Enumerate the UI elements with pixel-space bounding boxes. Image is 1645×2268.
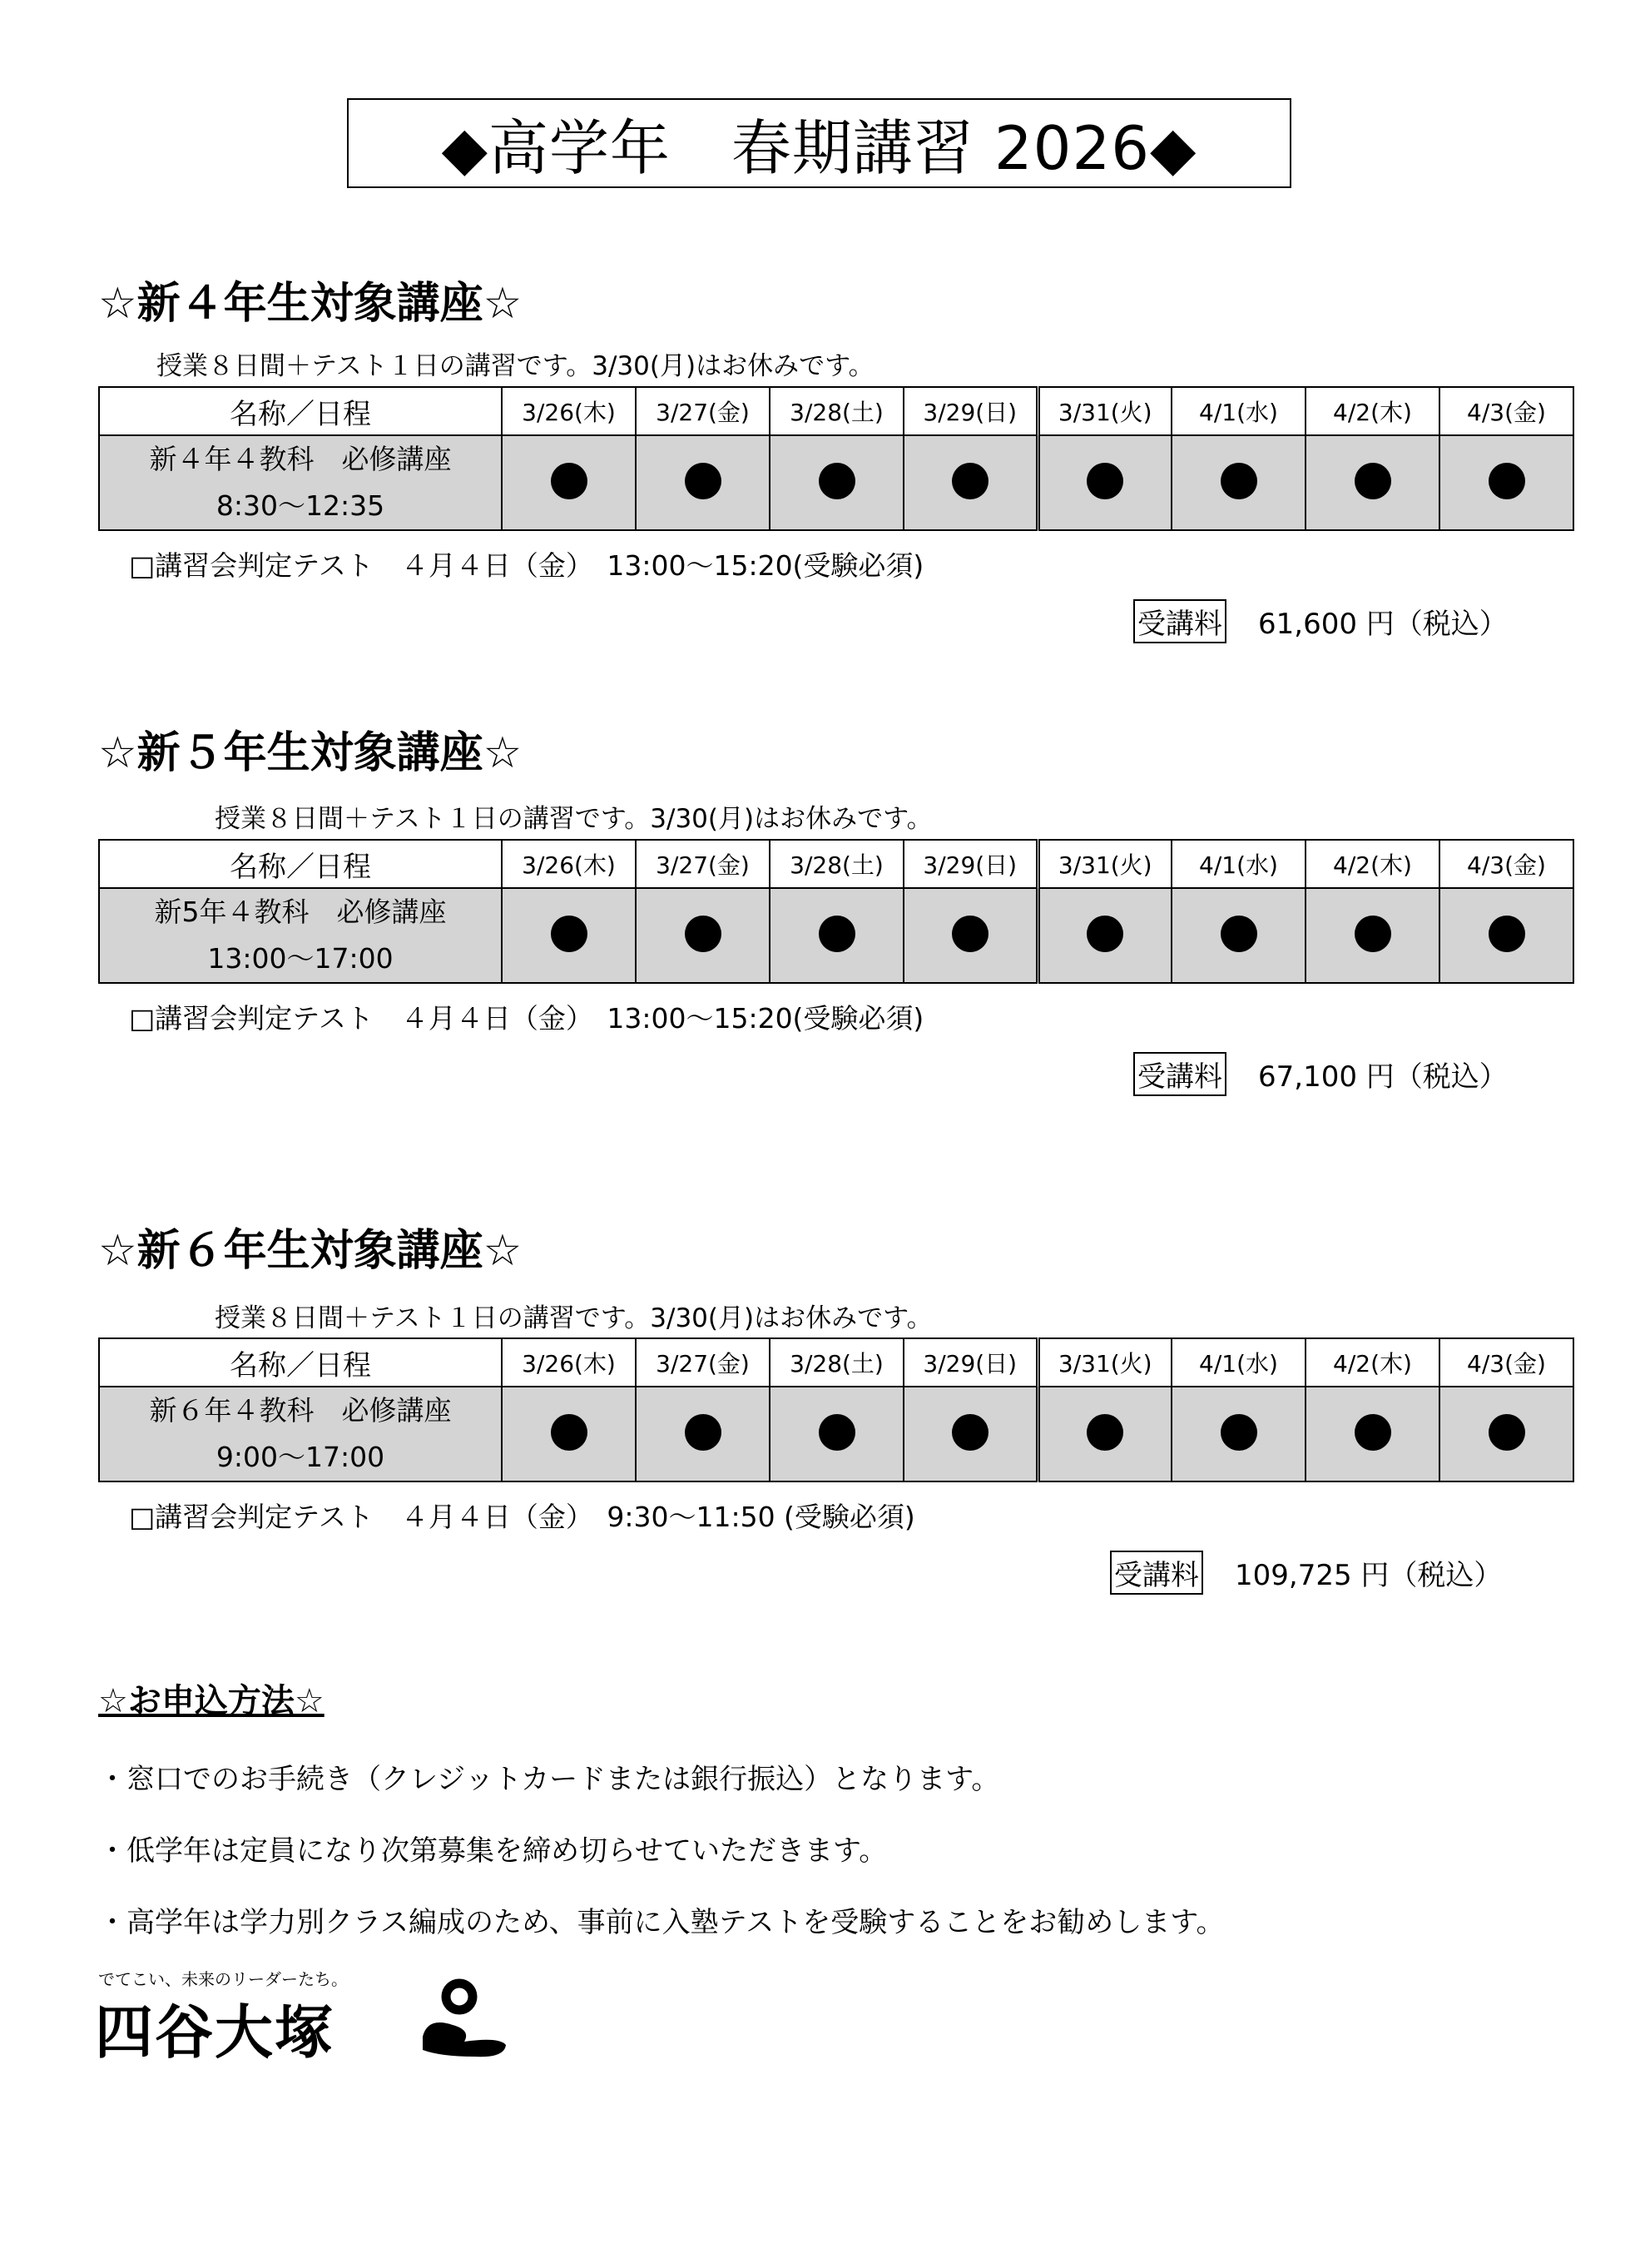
session-cell	[1172, 1387, 1306, 1481]
apply-heading: ☆お申込方法☆	[98, 1682, 325, 1720]
schedule-table-grade5	[98, 839, 1574, 984]
test-info-grade6: □講習会判定テスト ４月４日（金） 9:30～11:50 (受験必須)	[129, 1501, 915, 1533]
session-dot	[952, 463, 988, 499]
course-time: 13:00～17:00	[207, 942, 394, 975]
session-cell	[770, 1387, 904, 1481]
session-dot	[1087, 463, 1123, 499]
session-cell	[770, 888, 904, 983]
page-title: ◆高学年 春期講習 2026◆	[347, 98, 1291, 188]
section-note-grade6: 授業８日間＋テスト１日の講習です。3/30(月)はお休みです。	[215, 1303, 933, 1333]
session-cell	[1172, 888, 1306, 983]
brand-name: 四谷大塚	[95, 1998, 334, 2067]
course-cell	[99, 1387, 502, 1481]
session-dot	[1355, 916, 1391, 952]
session-dot	[952, 1414, 988, 1451]
course-name: 新5年４教科 必修講座	[154, 896, 447, 928]
session-dot	[551, 916, 587, 952]
date-cell: 4/2(木)	[1306, 1338, 1439, 1387]
section-note-grade5: 授業８日間＋テスト１日の講習です。3/30(月)はお休みです。	[215, 804, 933, 834]
header-name-schedule: 名称／日程	[99, 1338, 502, 1387]
session-dot	[1221, 916, 1257, 952]
session-dot	[551, 463, 587, 499]
date-cell: 3/28(土)	[770, 840, 904, 888]
date-cell: 4/2(木)	[1306, 387, 1439, 435]
test-info-grade4: □講習会判定テスト ４月４日（金） 13:00～15:20(受験必須)	[129, 549, 924, 582]
date-cell: 3/28(土)	[770, 1338, 904, 1387]
session-cell	[1439, 888, 1573, 983]
session-cell	[502, 435, 636, 530]
apply-bullet: ・窓口でのお手続き（クレジットカードまたは銀行振込）となります。	[98, 1763, 1000, 1796]
fee-grade6	[1110, 1551, 1502, 1595]
schedule-table-grade6	[98, 1337, 1574, 1482]
date-cell: 4/2(木)	[1306, 840, 1439, 888]
header-name-schedule: 名称／日程	[99, 387, 502, 435]
schedule-table-grade4	[98, 386, 1574, 531]
session-dot	[1489, 1414, 1525, 1451]
date-cell: 3/28(土)	[770, 387, 904, 435]
section-note-grade4: 授業８日間＋テスト１日の講習です。3/30(月)はお休みです。	[156, 351, 875, 381]
date-cell: 4/3(金)	[1439, 387, 1573, 435]
session-dot	[1221, 463, 1257, 499]
session-cell	[502, 1387, 636, 1481]
fee-amount: 67,100 円（税込）	[1258, 1060, 1508, 1094]
date-cell: 3/29(日)	[904, 840, 1038, 888]
date-cell: 4/1(水)	[1172, 840, 1306, 888]
session-cell	[1306, 888, 1439, 983]
date-cell: 4/3(金)	[1439, 1338, 1573, 1387]
date-cell: 4/1(水)	[1172, 1338, 1306, 1387]
fee-amount: 61,600 円（税込）	[1258, 608, 1508, 641]
session-dot	[1355, 1414, 1391, 1451]
course-cell	[99, 888, 502, 983]
session-cell	[1038, 888, 1172, 983]
fee-grade5	[1133, 1052, 1508, 1096]
session-cell	[1306, 1387, 1439, 1481]
date-cell: 3/29(日)	[904, 387, 1038, 435]
session-dot	[819, 463, 855, 499]
session-dot	[1221, 1414, 1257, 1451]
session-cell	[904, 435, 1038, 530]
apply-bullet: ・高学年は学力別クラス編成のため、事前に入塾テストを受験することをお勧めします。	[98, 1906, 1225, 1939]
date-cell: 3/27(金)	[636, 840, 770, 888]
session-cell	[1439, 1387, 1573, 1481]
session-cell	[636, 888, 770, 983]
session-cell	[904, 888, 1038, 983]
session-dot	[685, 1414, 721, 1451]
date-cell: 3/31(火)	[1038, 840, 1172, 888]
fee-grade4	[1133, 599, 1508, 643]
session-cell	[502, 888, 636, 983]
date-cell: 4/1(水)	[1172, 387, 1306, 435]
fee-label: 受講料	[1133, 599, 1226, 643]
course-time: 8:30～12:35	[216, 489, 385, 522]
date-cell: 3/26(木)	[502, 1338, 636, 1387]
session-dot	[1489, 463, 1525, 499]
session-dot	[685, 916, 721, 952]
brand-logo-icon	[416, 1978, 512, 2062]
session-dot	[1087, 916, 1123, 952]
course-cell	[99, 435, 502, 530]
session-cell	[636, 1387, 770, 1481]
date-cell: 3/29(日)	[904, 1338, 1038, 1387]
session-dot	[685, 463, 721, 499]
course-name: 新４年４教科 必修講座	[149, 443, 452, 475]
date-cell: 3/31(火)	[1038, 1338, 1172, 1387]
course-name: 新６年４教科 必修講座	[149, 1394, 452, 1427]
session-cell	[1172, 435, 1306, 530]
date-cell: 3/26(木)	[502, 840, 636, 888]
date-cell: 3/31(火)	[1038, 387, 1172, 435]
session-dot	[1087, 1414, 1123, 1451]
date-cell: 4/3(金)	[1439, 840, 1573, 888]
course-time: 9:00～17:00	[216, 1441, 385, 1473]
test-info-grade5: □講習会判定テスト ４月４日（金） 13:00～15:20(受験必須)	[129, 1002, 924, 1035]
fee-label: 受講料	[1110, 1551, 1203, 1595]
session-cell	[1038, 435, 1172, 530]
section-heading-grade4: ☆新４年生対象講座☆	[98, 279, 523, 329]
session-dot	[551, 1414, 587, 1451]
session-cell	[904, 1387, 1038, 1481]
date-cell: 3/27(金)	[636, 1338, 770, 1387]
brand-tagline: でてこい、未来のリーダーたち。	[98, 1969, 348, 1989]
date-cell: 3/27(金)	[636, 387, 770, 435]
session-dot	[1355, 463, 1391, 499]
session-dot	[952, 916, 988, 952]
fee-label: 受講料	[1133, 1052, 1226, 1096]
apply-bullet: ・低学年は定員になり次第募集を締め切らせていただきます。	[98, 1834, 888, 1868]
session-cell	[1038, 1387, 1172, 1481]
session-cell	[636, 435, 770, 530]
header-name-schedule: 名称／日程	[99, 840, 502, 888]
date-cell: 3/26(木)	[502, 387, 636, 435]
section-heading-grade5: ☆新５年生対象講座☆	[98, 728, 523, 778]
session-dot	[819, 916, 855, 952]
session-cell	[770, 435, 904, 530]
session-cell	[1306, 435, 1439, 530]
session-cell	[1439, 435, 1573, 530]
section-heading-grade6: ☆新６年生対象講座☆	[98, 1226, 523, 1276]
session-dot	[819, 1414, 855, 1451]
session-dot	[1489, 916, 1525, 952]
fee-amount: 109,725 円（税込）	[1235, 1559, 1503, 1592]
